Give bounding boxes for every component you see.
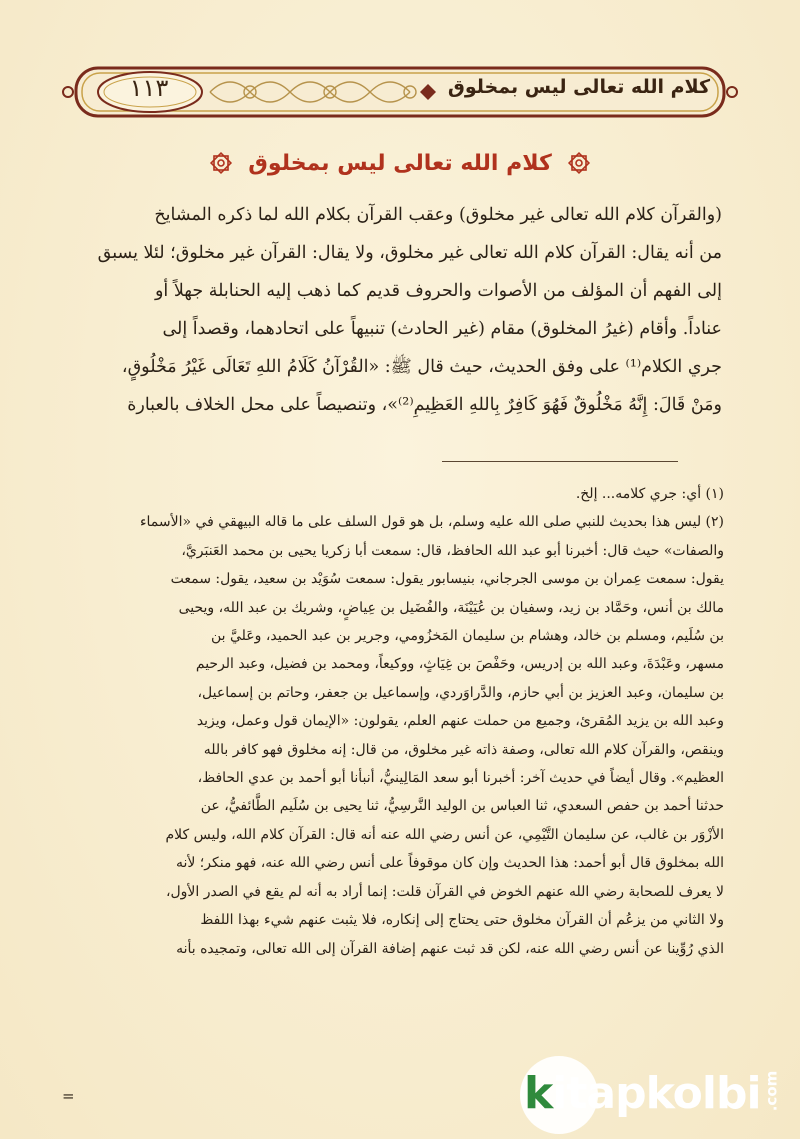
footnote-line: وينقص، والقرآن كلام الله تعالى، وصفة ذاته غير مخلوق، من قال: إنه مخلوق فهو كافر بالله xyxy=(203,741,724,758)
section-heading xyxy=(0,143,800,183)
body-line: إلى الفهم أن المؤلف من الأصوات والحروف قديم كما ذهب إليه الحنابلة جهلاً أو xyxy=(154,281,722,301)
footnote-line: يقول: سمعت عِمران بن موسى الجرجاني، بنيسابور يقول: سمعت سُوَيْد بن سعيد، يقول: سمعت xyxy=(170,571,724,588)
footnote-line: العظيم». وقال أيضاً في حديث آخر: أخبرنا أبو سعد المَالِينيُّ، أنبأنا أبو أحمد بن عدي الحافظ، xyxy=(197,770,724,787)
body-line: من أنه يقال: القرآن كلام الله تعالى غير مخلوق، ولا يقال: القرآن غير مخلوق؛ لئلا يسبق xyxy=(97,243,722,263)
footnote-line: بن سليمان، وعبد العزيز بن أبي حازم، والدَّراوَردي، وإسماعيل بن جعفر، وحاتم بن إسماعيل، xyxy=(197,684,724,701)
footnote-line: وعبد الله بن يزيد المُقرئ، وجميع من حملت عنهم العلم، يقولون: «الإيمان قول وعمل، ويزيد xyxy=(196,713,724,730)
footnote-line: الأزْوَر بن غالب، عن سليمان التَّيْمِي، عن أنس رضي الله عنه أنه قال: القرآن كلام الله، وليس كلام xyxy=(165,826,724,843)
body-line: (والقرآن كلام الله تعالى غير مخلوق) وعقب القرآن بكلام الله لما ذكره المشايخ xyxy=(154,205,722,225)
running-title: كلام الله تعالى ليس بمخلوق xyxy=(447,76,710,98)
footnote-line: والصفات» حيث قال: أخبرنا أبو عبد الله الحافظ، قال: سمعت أبا زكريا يحيى بن محمد العَنبَريَّ، xyxy=(181,542,724,559)
footnotes xyxy=(74,480,724,963)
body-line: ومَنْ قَالَ: إِنَّهُ مَخْلُوقٌ فَهُوَ كَافِرٌ بِاللهِ العَظِيمِ⁽²⁾»، وتنصيصاً على محل الخلاف بالعبارة xyxy=(127,395,722,415)
section-title: كلام الله تعالى ليس بمخلوق xyxy=(248,150,552,176)
continuation-mark: = xyxy=(62,1087,75,1105)
footnote-line: (٢) ليس هذا بحديث للنبي صلى الله عليه وسلم، بل هو قول السلف على ما قاله البيهقي في «الأسماء xyxy=(139,514,724,531)
body-line: جري الكلام⁽¹⁾ على وفق الحديث، حيث قال ﷺ: «القُرْآنُ كَلَامُ اللهِ تَعَالَى غَيْرُ مَخْلُوقٍ، xyxy=(121,357,722,377)
footnote-line: مالك بن أنس، وحَمَّاد بن زيد، وسفيان بن عُيَيْنَة، والفُضَيل بن عِياضٍ، وشريك بن عبد الله، ويحيى xyxy=(178,599,724,616)
page-number: ١١٣ xyxy=(129,74,169,102)
page-header xyxy=(60,60,740,124)
footnote-line: مسهر، وعَبْدَةَ، وعبد الله بن إدريس، وحَفْصَ بن غِيَاثٍ، ووكيعاً، ومحمد بن فضيل، وعبد الرحيم xyxy=(195,656,724,673)
watermark-wordmark: kitapkolbi xyxy=(524,1068,761,1119)
footnote-line: الذي رُوِّينا عن أنس رضي الله عنه، لكن قد ثبت عنهم إضافة القرآن إلى الله تعالى، وتمجيده بأنه xyxy=(176,940,724,957)
main-body-text xyxy=(78,196,722,424)
footnote-line: حدثنا أحمد بن حفص السعدي، ثنا العباس بن الوليد النَّرسِيُّ، ثنا يحيى بن سُلَيم الطَّائفيُّ، عن xyxy=(200,798,724,815)
footnote-line: (١) أي: جري كلامه... إلخ. xyxy=(575,486,724,502)
octagram-ornament-icon xyxy=(566,150,592,176)
watermark-logo xyxy=(520,1052,800,1139)
watermark-tld: .com xyxy=(762,1070,781,1112)
footnote-line: بن سُلَيم، ومسلم بن خالد، وهشام بن سليمان المَخزُومي، وجرير بن عبد الحميد، وعَليَّ بن xyxy=(211,628,724,645)
footnote-line: ولا الثاني من يزعُم أن القرآن مخلوق حتى يحتاج إلى إنكاره، فلا يثبت عنهم شيء بهذا اللفظ xyxy=(200,912,724,929)
body-line: عناداً. وأقام (غيرُ المخلوق) مقام (غير الحادث) تنبيهاً على اتحادهما، وقصداً إلى xyxy=(162,319,722,339)
footnote-line: لا يعرف للصحابة رضي الله عنهم الخوض في القرآن قلت: إنما أراد به أنه لم يقع في الصدر الأول، xyxy=(165,883,724,900)
footnote-divider xyxy=(442,461,678,462)
octagram-ornament-icon xyxy=(208,150,234,176)
footnote-line: الله بمخلوق قال أبو أحمد: هذا الحديث وإن كان موقوفاً على أنس رضي الله عنه، فهو منكر؛ لأنه xyxy=(175,855,724,872)
